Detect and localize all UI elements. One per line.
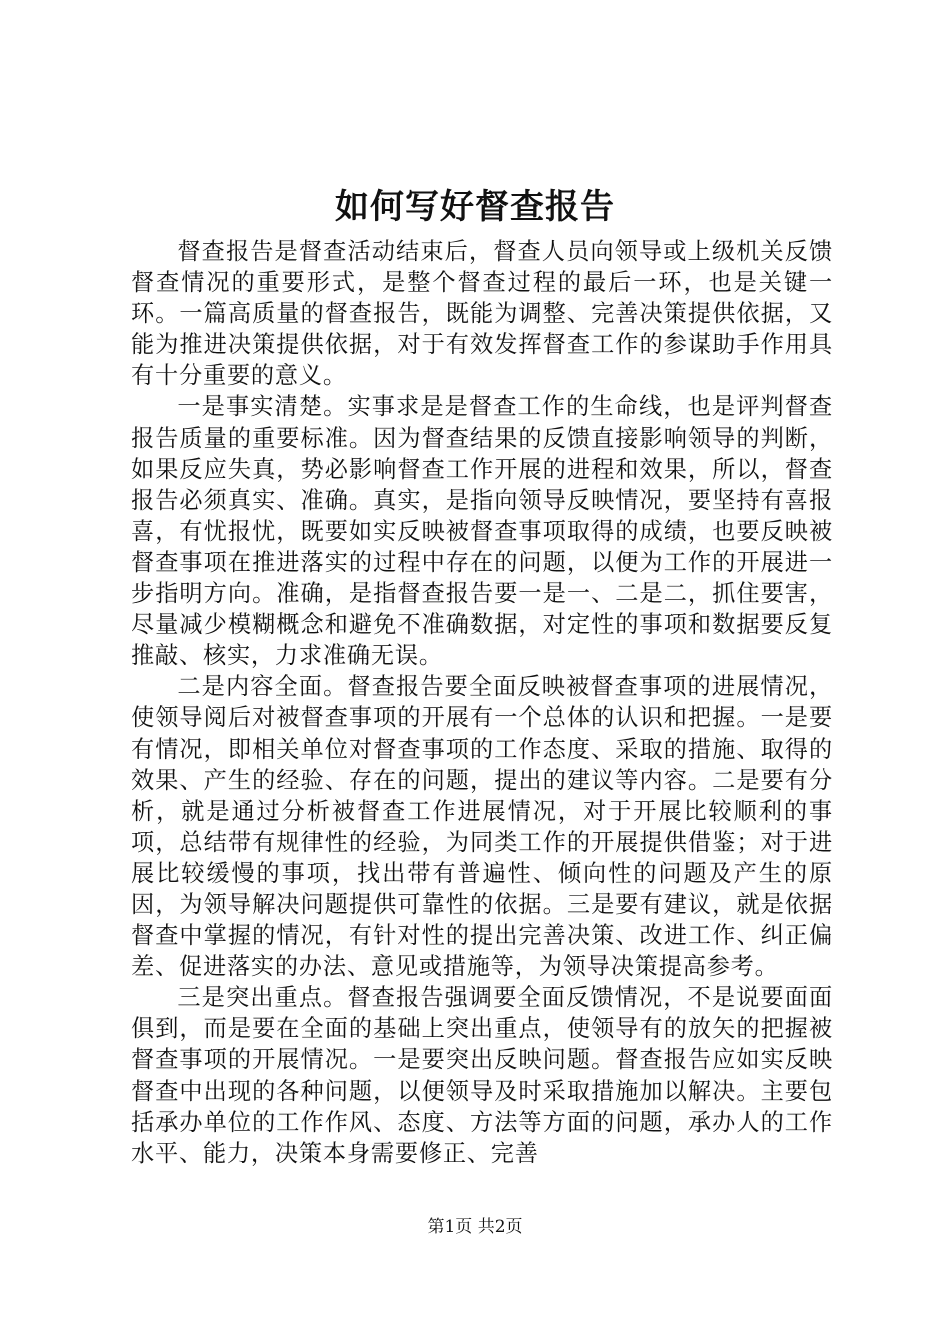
- paragraph-facts-clear: 一是事实清楚。实事求是是督查工作的生命线，也是评判督查报告质量的重要标准。因为督查结果的反馈直接影响领导的判断，如果反应失真，势必影响督查工作开展的进程和效果，所以，督查报告必须真实、准确。真实，是指向领导反映情况，要坚持有喜报喜，有忧报忧，既要如实反映被督查事项取得的成绩，也要反映被督查事项在推进落实的过程中存在的问题，以便为工作的开展进一步指明方向。准确，是指督查报告要一是一、二是二，抓住要害，尽量减少模糊概念和避免不准确数据，对定性的事项和数据要反复推敲、核实，力求准确无误。: [131, 393, 833, 670]
- document-body: [131, 236, 833, 1169]
- paragraph-intro: 督查报告是督查活动结束后，督查人员向领导或上级机关反馈督查情况的重要形式，是整个督查过程的最后一环，也是关键一环。一篇高质量的督查报告，既能为调整、完善决策提供依据，又能为推进决策提供依据，对于有效发挥督查工作的参谋助手作用具有十分重要的意义。: [131, 238, 833, 390]
- document-title: 如何写好督查报告: [335, 187, 615, 227]
- paragraph-content-comprehensive: 二是内容全面。督查报告要全面反映被督查事项的进展情况，使领导阅后对被督查事项的开展有一个总体的认识和把握。一是要有情况，即相关单位对督查事项的工作态度、采取的措施、取得的效果、产生的经验、存在的问题，提出的建议等内容。二是要有分析，就是通过分析被督查工作进展情况，对于开展比较顺利的事项，总结带有规律性的经验，为同类工作的开展提供借鉴；对于进展比较缓慢的事项，找出带有普遍性、倾向性的问题及产生的原因，为领导解决问题提供可靠性的依据。三是要有建议，就是依据督查中掌握的情况，有针对性的提出完善决策、改进工作、纠正偏差、促进落实的办法、意见或措施等，为领导决策提高参考。: [131, 673, 833, 981]
- paragraph-highlight-key-points: 三是突出重点。督查报告强调要全面反馈情况，不是说要面面俱到，而是要在全面的基础上突出重点，使领导有的放矢的把握被督查事项的开展情况。一是要突出反映问题。督查报告应如实反映督查中出现的各种问题，以便领导及时采取措施加以解决。主要包括承办单位的工作作风、态度、方法等方面的问题，承办人的工作水平、能力，决策本身需要修正、完善: [131, 984, 833, 1167]
- page-number-footer: 第1页 共2页: [427, 1217, 523, 1237]
